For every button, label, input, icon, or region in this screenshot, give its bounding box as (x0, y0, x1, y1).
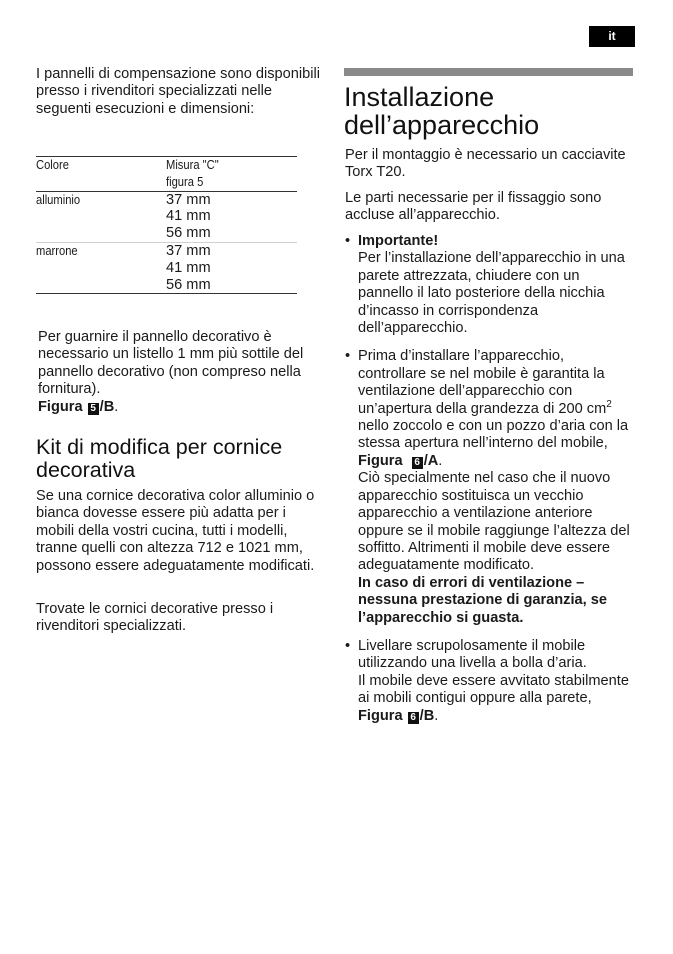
bullet: • (345, 233, 351, 249)
figure-number-badge: 5 (88, 403, 99, 415)
list-item: • Importante! Per l’installazione dell’apparecchio in una parete attrezzata, chiudere con un pannello il lato posteriore della nicchia d’incasso in corrispondenza dell’apparecchio. (345, 233, 625, 337)
bullet: • (345, 348, 351, 365)
instruction-list (344, 233, 636, 736)
install-paragraph-2: Le parti necessarie per il fissaggio sono accluse all’apparecchio. (345, 190, 602, 224)
note-paragraph: Per guarnire il pannello decorativo è necessario un listello 1 mm più sottile del pannello decorativo (non compreso nella fornitura). Figura 5 /B. (38, 329, 304, 415)
header-color: Colore (36, 157, 166, 192)
figure-reference: Figura 6 /B (358, 707, 435, 724)
dimensions-table (36, 156, 297, 294)
warranty-warning: In caso di errori di ventilazione – nessuna prestazione di garanzia, se l’apparecchio si guasta. (358, 574, 607, 626)
kit-paragraph-2: Trovate le cornici decorative presso i rivenditori specializzati. (36, 601, 274, 635)
row-color: marrone (36, 242, 166, 293)
section-divider-bar (344, 68, 633, 76)
kit-heading: Kit di modifica per cornice decorativa (36, 435, 283, 482)
figure-reference: Figura 5 /B (38, 398, 115, 415)
header-size: Misura "C" figura 5 (166, 157, 297, 192)
kit-paragraph-1: Se una cornice decorativa color alluminio o bianca dovesse essere più adatta per i mobili della vostri cucina, tutti i modelli, tranne quelli con altezza 712 e 1021 mm, possono essere adeguatamente modificati. (36, 488, 315, 574)
figure-number-badge: 6 (408, 712, 419, 724)
table-row (36, 242, 297, 293)
figure-reference: Figura 6 /A (358, 452, 439, 469)
table-row (36, 191, 297, 242)
list-item: • Prima d’installare l’apparecchio, controllare se nel mobile è garantita la ventilazione dell’apparecchio con un’apertura della grandezza di 200 $cm^2$ nello zoccolo e con un pozzo d’aria con la stessa apertura nell’interno del mobile, Figura 6 /A. Ciò specialmente nel caso che il nuovo apparecchio sostituisca un vecchio apparecchio a ventilazione anteriore oppure se il mobile raggiunge l’altezza del soffitto. Altrimenti il mobile deve essere adeguatamente modificato. In caso di errori di ventilazione – nessuna prestazione di garanzia, se l’apparecchio si guasta. (345, 348, 630, 626)
row-values: 37 mm 41 mm 56 mm (166, 242, 297, 293)
figure-number-badge: 6 (412, 457, 423, 469)
list-item: • Livellare scrupolosamente il mobile utilizzando una livella a bolla d’aria. Il mobile deve essere avvitato stabilmente ai mobili contigui oppure alla parete, Figura 6 /B. (345, 637, 629, 724)
table-header-row (36, 157, 297, 192)
left-column (36, 66, 324, 635)
intro-paragraph: I pannelli di compensazione sono disponibili presso i rivenditori specializzati nelle seguenti esecuzioni e dimensioni: (36, 66, 320, 117)
bullet: • (345, 637, 351, 654)
install-paragraph-1: Per il montaggio è necessario un cacciavite Torx T20. (345, 147, 626, 181)
installation-heading: Installazione dell’apparecchio (344, 82, 540, 140)
row-color: alluminio (36, 191, 166, 242)
row-values: 37 mm 41 mm 56 mm (166, 191, 297, 242)
language-badge: it (589, 26, 635, 47)
